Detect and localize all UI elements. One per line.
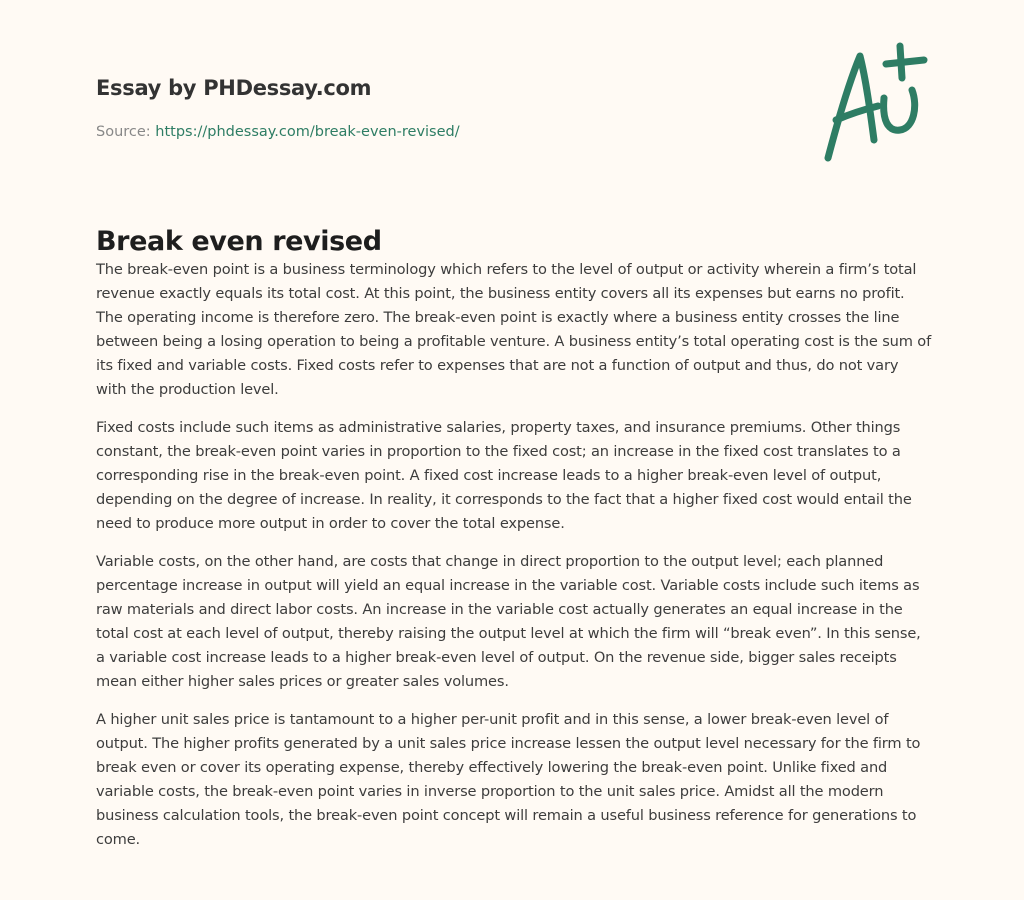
article-title: Break even revised (96, 226, 382, 257)
article-body (96, 258, 932, 866)
paragraph: The break-even point is a business terminology which refers to the level of output or activity wherein a firm’s total revenue exactly equals its total cost. At this point, the business entity covers all its expenses but earns no profit. The operating income is therefore zero. The break-even point is exactly where a business entity crosses the line between being a losing operation to being a profitable venture. A business entity’s total operating cost is the sum of its fixed and variable costs. Fixed costs refer to expenses that are not a function of output and thus, do not vary with the production level. (96, 261, 932, 398)
source-label: Source: (96, 124, 151, 140)
site-brand: Essay by PHDessay.com (96, 76, 372, 100)
paragraph: Fixed costs include such items as administrative salaries, property taxes, and insurance premiums. Other things constant, the break-even point varies in proportion to the fixed cost; an increase in the fixed cost translates to a corresponding rise in the break-even point. A fixed cost increase leads to a higher break-even level of output, depending on the degree of increase. In reality, it corresponds to the fact that a higher fixed cost would entail the need to produce more output in order to cover the total expense. (96, 419, 912, 532)
source-line (96, 124, 460, 140)
paragraph: A higher unit sales price is tantamount to a higher per-unit profit and in this sense, a lower break-even level of output. The higher profits generated by a unit sales price increase lessen the output level necessary for the firm to break even or cover its operating expense, thereby effectively lowering the break-even point. Unlike fixed and variable costs, the break-even point varies in inverse proportion to the unit sales price. Amidst all the modern business calculation tools, the break-even point concept will remain a useful business reference for generations to come. (96, 711, 921, 848)
source-link[interactable]: https://phdessay.com/break-even-revised/ (155, 124, 460, 140)
paragraph: Variable costs, on the other hand, are costs that change in direct proportion to the output level; each planned percentage increase in output will yield an equal increase in the variable cost. Variable costs include such items as raw materials and direct labor costs. An increase in the variable cost actually generates an equal increase in the total cost at each level of output, thereby raising the output level at which the firm will “break even”. In this sense, a variable cost increase leads to a higher break-even level of output. On the revenue side, bigger sales receipts mean either higher sales prices or greater sales volumes. (96, 553, 921, 690)
a-plus-logo-icon (820, 40, 930, 164)
